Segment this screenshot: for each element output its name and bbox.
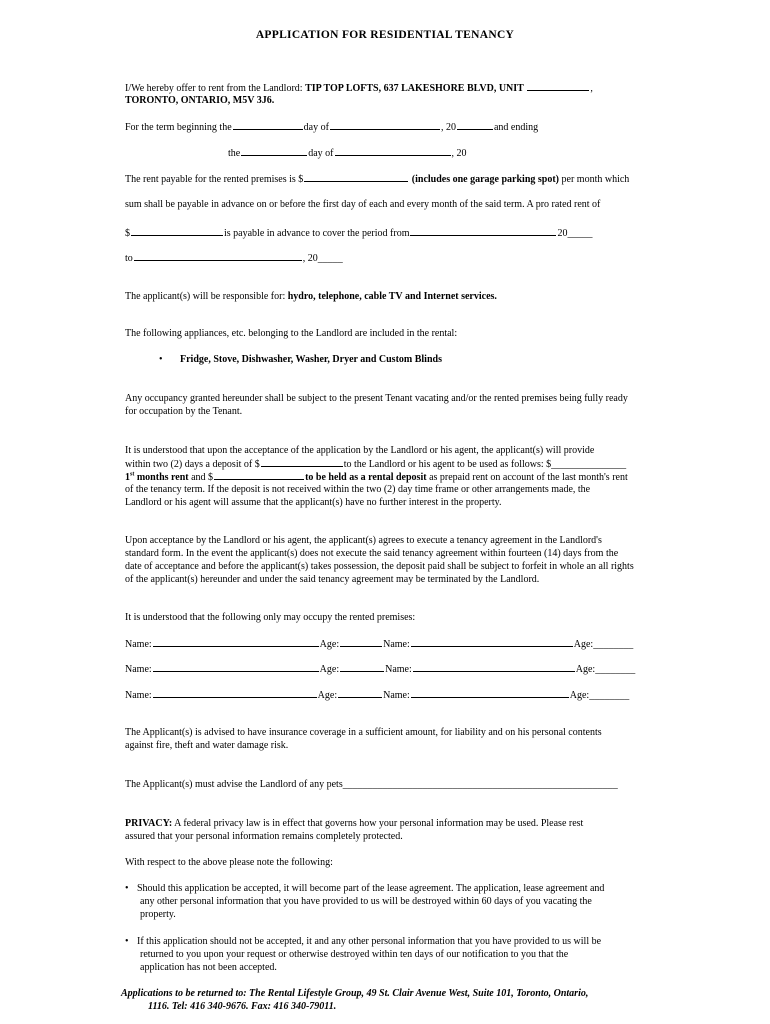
prorated-to: to bbox=[125, 253, 133, 264]
deposit-line-5: Landlord or his agent will assume that the applicant(s) have no further interest in the property. bbox=[125, 497, 502, 508]
occupant-row bbox=[125, 637, 633, 651]
rent-amount-field[interactable] bbox=[304, 172, 408, 182]
privacy-bullet: • bbox=[125, 936, 129, 947]
term-end-day-field[interactable] bbox=[241, 146, 307, 156]
term-year-prefix: , 20 bbox=[440, 122, 456, 133]
privacy-item-2-line-2: returned to you upon your request or otherwise destroyed within ten days of our notification to you that the bbox=[140, 949, 569, 960]
agreement-line-1: Upon acceptance by the Landlord or his agent, the applicant(s) agrees to execute a tenancy agreement in the Landlord's bbox=[125, 535, 602, 546]
prorated-from-field[interactable] bbox=[410, 226, 556, 236]
agreement-line-2: standard form. In the event the applicant(s) does not execute the said tenancy agreement within fourteen (14) days from the bbox=[125, 548, 619, 559]
occupant-name-field[interactable] bbox=[153, 688, 317, 698]
occupant-name-field[interactable] bbox=[411, 637, 573, 647]
term-begin-label: For the term beginning the bbox=[125, 122, 232, 133]
pets-line bbox=[125, 778, 618, 791]
occupant-row bbox=[125, 688, 629, 702]
deposit-line-3 bbox=[125, 470, 628, 484]
insurance-line-2: against fire, theft and water damage risk. bbox=[125, 740, 289, 751]
term-begin-line bbox=[125, 120, 538, 134]
deposit-first: 1st months rent bbox=[125, 471, 189, 483]
occupant-age-field[interactable] bbox=[340, 662, 384, 672]
occupant-name-field[interactable] bbox=[411, 688, 569, 698]
agreement-line-3: date of acceptance and before the applicant(s) takes possession, the deposit paid shall be subject to forfeit in whole an all rights bbox=[125, 561, 634, 572]
occupant-name-label: Name: bbox=[383, 639, 410, 650]
occupants-intro: It is understood that the following only may occupy the rented premises: bbox=[125, 612, 416, 623]
deposit-and: and $ bbox=[188, 472, 214, 483]
occupancy-line-1: Any occupancy granted hereunder shall be subject to the present Tenant vacating and/or the rented premises being fully ready bbox=[125, 393, 628, 404]
rent-line-3 bbox=[125, 226, 592, 240]
deposit-amount-field[interactable] bbox=[261, 457, 343, 467]
unit-number-field[interactable] bbox=[527, 81, 589, 91]
utilities-line bbox=[125, 290, 497, 303]
rent-line-1 bbox=[125, 172, 629, 186]
deposit-mid: to the Landlord or his agent to be used as follows: $ bbox=[343, 459, 552, 470]
appliances-intro: The following appliances, etc. belonging to the Landlord are included in the rental: bbox=[125, 328, 458, 339]
privacy-item-1-line-3: property. bbox=[140, 909, 176, 920]
deposit-line-1: It is understood that upon the acceptance of the application by the Landlord or his agent, the applicant(s) will provide bbox=[125, 445, 595, 456]
rent-line-2: sum shall be payable in advance on or before the first day of each and every month of the said term. A pro rated rent of bbox=[125, 199, 601, 210]
offer-city: TORONTO, ONTARIO, M5V 3J6. bbox=[125, 95, 275, 106]
occupant-name-field[interactable] bbox=[413, 662, 575, 672]
insurance-line-1: The Applicant(s) is advised to have insurance coverage in a sufficient amount, for liability and on his personal contents bbox=[125, 727, 602, 738]
term-and-ending: and ending bbox=[493, 122, 539, 133]
occupant-name-label: Name: bbox=[125, 690, 152, 701]
rent-line-4 bbox=[125, 251, 343, 265]
privacy-item-1-line-2: any other personal information that you have provided to us will be destroyed within 60 days of you vacating the bbox=[140, 896, 592, 907]
agreement-line-4: of the applicant(s) hereunder and under the said tenancy agreement may be terminated by the Landlord. bbox=[125, 574, 540, 585]
occupant-name-label: Name: bbox=[125, 639, 152, 650]
footer-line-1: Applications to be returned to: The Rental Lifestyle Group, 49 St. Clair Avenue West, Suite 101, Toronto, Ontario, bbox=[121, 988, 589, 999]
utilities-items: hydro, telephone, cable TV and Internet services. bbox=[287, 291, 497, 302]
occupant-age-tail[interactable]: Age:________ bbox=[569, 690, 630, 701]
occupant-name-label: Name: bbox=[383, 690, 410, 701]
rent-includes: (includes one garage parking spot) bbox=[409, 174, 560, 185]
offer-comma: , bbox=[590, 83, 593, 94]
occupant-age-tail[interactable]: Age:________ bbox=[575, 664, 636, 675]
prorated-amount-field[interactable] bbox=[131, 226, 223, 236]
prorated-year-2: , 20_____ bbox=[302, 253, 343, 264]
term-begin-month-field[interactable] bbox=[330, 120, 440, 130]
occupant-age-tail[interactable]: Age:________ bbox=[573, 639, 634, 650]
pets-label: The Applicant(s) must advise the Landlord of any pets bbox=[125, 779, 343, 790]
privacy-heading: PRIVACY: bbox=[125, 818, 173, 829]
prorated-to-field[interactable] bbox=[134, 251, 302, 261]
privacy-line-1 bbox=[125, 817, 583, 830]
prorated-dollar: $ bbox=[125, 228, 130, 239]
prorated-mid: is payable in advance to cover the period from bbox=[224, 228, 410, 239]
occupant-name-label: Name: bbox=[125, 664, 152, 675]
offer-line bbox=[125, 81, 593, 95]
term-begin-year-field[interactable] bbox=[457, 120, 493, 130]
rent-prefix: The rent payable for the rented premises is $ bbox=[125, 174, 304, 185]
appliances-list: Fridge, Stove, Dishwasher, Washer, Dryer and Custom Blinds bbox=[180, 354, 442, 365]
deposit-line-4: of the tenancy term. If the deposit is not received within the two (2) day time frame or other arrangements made, the bbox=[125, 484, 591, 495]
deposit-line-2 bbox=[125, 457, 626, 471]
term-year-prefix-2: , 20 bbox=[451, 148, 467, 159]
term-the: the bbox=[228, 148, 241, 159]
occupant-row bbox=[125, 662, 635, 676]
occupant-name-field[interactable] bbox=[153, 662, 319, 672]
occupant-age-label: Age: bbox=[317, 690, 338, 701]
term-begin-day-field[interactable] bbox=[233, 120, 303, 130]
document-title: APPLICATION FOR RESIDENTIAL TENANCY bbox=[255, 29, 515, 41]
deposit-held: to be held as a rental deposit bbox=[305, 472, 427, 483]
privacy-bullet: • bbox=[125, 883, 129, 894]
appliances-bullet: • bbox=[159, 354, 163, 365]
deposit-tail[interactable]: _______________ bbox=[551, 459, 627, 470]
occupant-age-field[interactable] bbox=[338, 688, 382, 698]
term-end-line bbox=[228, 146, 467, 160]
occupancy-line-2: for occupation by the Tenant. bbox=[125, 406, 243, 417]
term-end-month-field[interactable] bbox=[335, 146, 451, 156]
occupant-name-label: Name: bbox=[385, 664, 412, 675]
privacy-note: With respect to the above please note the following: bbox=[125, 857, 333, 868]
offer-prefix: I/We hereby offer to rent from the Landlord: bbox=[125, 83, 306, 94]
deposit-suffix: as prepaid rent on account of the last month's rent bbox=[426, 472, 628, 483]
landlord-address: TIP TOP LOFTS, 637 LAKESHORE BLVD, UNIT bbox=[305, 83, 524, 94]
term-day-of: day of bbox=[303, 122, 329, 133]
occupant-age-label: Age: bbox=[319, 664, 340, 675]
privacy-item-1-line-1: Should this application be accepted, it will become part of the lease agreement. The application, lease agreement and bbox=[137, 883, 605, 894]
footer-line-2: 1116. Tel: 416 340-9676. Fax: 416 340-79011. bbox=[148, 1001, 337, 1012]
prorated-year: 20_____ bbox=[557, 228, 593, 239]
rental-deposit-amount-field[interactable] bbox=[214, 470, 304, 480]
term-day-of-2: day of bbox=[308, 148, 334, 159]
privacy-item-2-line-1: If this application should not be accepted, it and any other personal information that you have provided to us will be bbox=[137, 936, 602, 947]
privacy-rest: A federal privacy law is in effect that governs how your personal information may be used. Please rest bbox=[172, 818, 584, 829]
pets-field[interactable]: _______________________________________________________ bbox=[342, 779, 618, 790]
occupant-age-label: Age: bbox=[319, 639, 340, 650]
utilities-prefix: The applicant(s) will be responsible for: bbox=[125, 291, 288, 302]
privacy-item-2-line-3: application has not been accepted. bbox=[140, 962, 277, 973]
rent-suffix: per month which bbox=[559, 174, 630, 185]
occupant-name-field[interactable] bbox=[153, 637, 319, 647]
privacy-line-2: assured that your personal information remains completely protected. bbox=[125, 831, 403, 842]
occupant-age-field[interactable] bbox=[340, 637, 382, 647]
deposit-prefix: within two (2) days a deposit of $ bbox=[125, 459, 260, 470]
